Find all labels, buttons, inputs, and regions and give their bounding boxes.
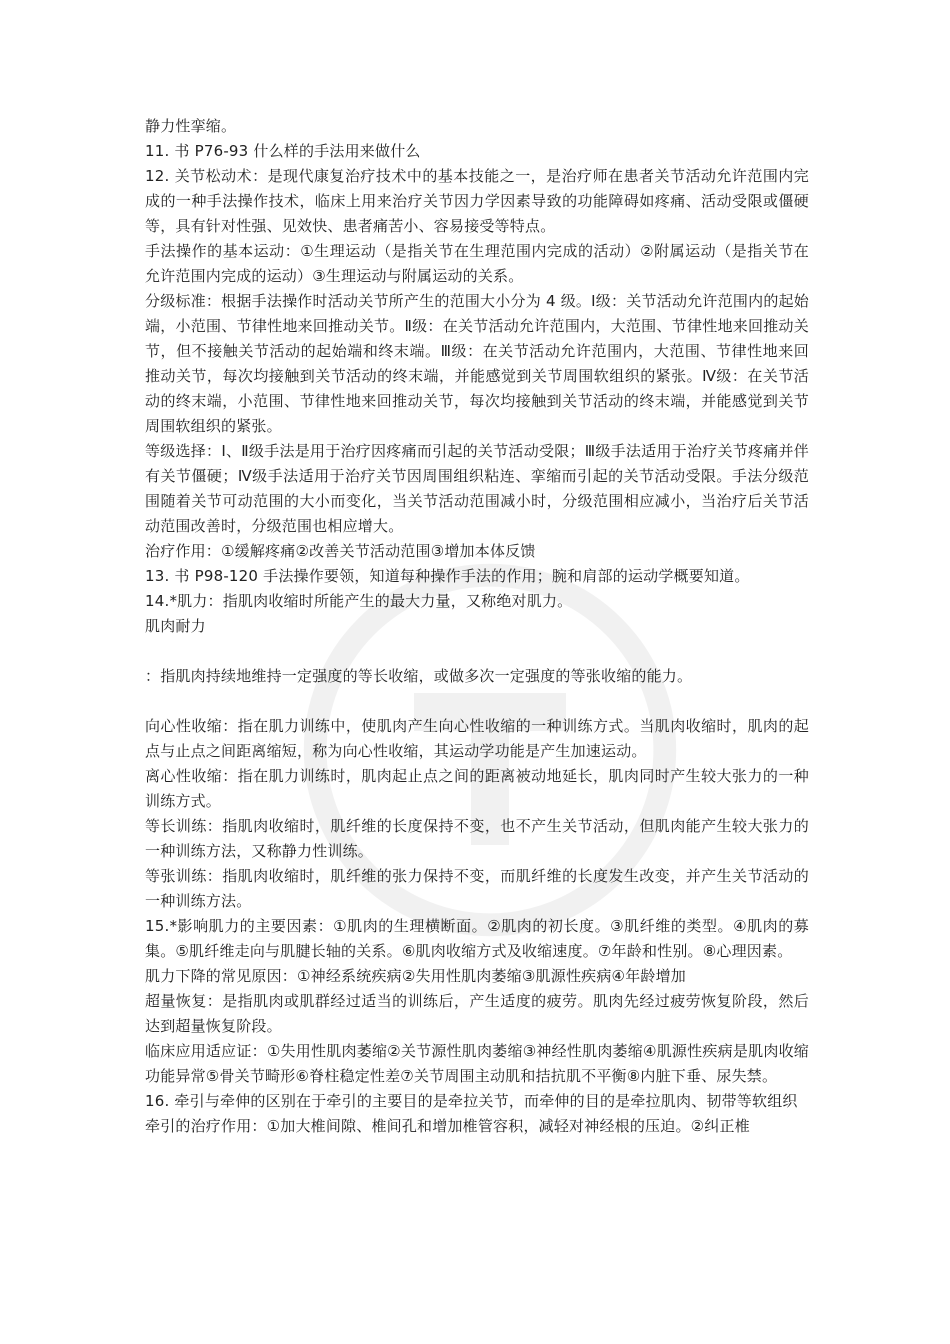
blank-line xyxy=(145,689,809,714)
paragraph: 牵引的治疗作用：①加大椎间隙、椎间孔和增加椎管容积，减轻对神经根的压迫。②纠正椎 xyxy=(145,1117,750,1135)
paragraph: 15.*影响肌力的主要因素：①肌肉的生理横断面。②肌肉的初长度。③肌纤维的类型。④肌肉的募集。⑤肌纤维走向与肌腱长轴的关系。⑥肌肉收缩方式及收缩速度。⑦年龄和性别。⑧心理因素。 xyxy=(145,917,809,960)
paragraph: 静力性挛缩。 xyxy=(145,117,237,135)
paragraph: 12. 关节松动术：是现代康复治疗技术中的基本技能之一，是治疗师在患者关节活动允许范围内完成的一种手法操作技术，临床上用来治疗关节因力学因素导致的功能障碍如疼痛、活动受限或僵硬等，具有针对性强、见效快、患者痛苦小、容易接受等特点。 xyxy=(145,167,809,235)
paragraph: 等长训练：指肌肉收缩时，肌纤维的长度保持不变，也不产生关节活动，但肌肉能产生较大张力的一种训练方法，又称静力性训练。 xyxy=(145,817,809,860)
blank-line xyxy=(145,639,809,664)
paragraph: 16. 牵引与牵伸的区别在于牵引的主要目的是牵拉关节，而牵伸的目的是牵拉肌肉、韧带等软组织 xyxy=(145,1092,798,1110)
paragraph: 临床应用适应证：①失用性肌肉萎缩②关节源性肌肉萎缩③神经性肌肉萎缩④肌源性疾病是肌肉收缩功能异常⑤骨关节畸形⑥脊柱稳定性差⑦关节周围主动肌和拮抗肌不平衡⑧内脏下垂、尿失禁。 xyxy=(145,1042,809,1085)
paragraph: 14.*肌力：指肌肉收缩时所能产生的最大力量，又称绝对肌力。 xyxy=(145,592,573,610)
paragraph: 11. 书 P76-93 什么样的手法用来做什么 xyxy=(145,142,421,160)
paragraph: 肌力下降的常见原因：①神经系统疾病②失用性肌肉萎缩③肌源性疾病④年龄增加 xyxy=(145,967,686,985)
paragraph: ：指肌肉持续地维持一定强度的等长收缩，或做多次一定强度的等张收缩的能力。 xyxy=(145,667,693,685)
paragraph: 手法操作的基本运动：①生理运动（是指关节在生理范围内完成的活动）②附属运动（是指关节在允许范围内完成的运动）③生理运动与附属运动的关系。 xyxy=(145,242,809,285)
paragraph: 13. 书 P98-120 手法操作要领，知道每种操作手法的作用；腕和肩部的运动学概要知道。 xyxy=(145,567,750,585)
paragraph: 超量恢复：是指肌肉或肌群经过适当的训练后，产生适度的疲劳。肌肉先经过疲劳恢复阶段，然后达到超量恢复阶段。 xyxy=(145,992,809,1035)
document-body xyxy=(145,114,809,1139)
paragraph: 向心性收缩：指在肌力训练中，使肌肉产生向心性收缩的一种训练方式。当肌肉收缩时，肌肉的起点与止点之间距离缩短，称为向心性收缩，其运动学功能是产生加速运动。 xyxy=(145,717,809,760)
paragraph: 离心性收缩：指在肌力训练时，肌肉起止点之间的距离被动地延长，肌肉同时产生较大张力的一种训练方式。 xyxy=(145,767,809,810)
paragraph: 等级选择：Ⅰ、Ⅱ级手法是用于治疗因疼痛而引起的关节活动受限；Ⅲ级手法适用于治疗关节疼痛并伴有关节僵硬；Ⅳ级手法适用于治疗关节因周围组织粘连、挛缩而引起的关节活动受限。手法分级范围随着关节可动范围的大小而变化，当关节活动范围减小时，分级范围相应减小，当治疗后关节活动范围改善时，分级范围也相应增大。 xyxy=(145,442,809,535)
paragraph: 分级标准：根据手法操作时活动关节所产生的范围大小分为 4 级。Ⅰ级：关节活动允许范围内的起始端，小范围、节律性地来回推动关节。Ⅱ级：在关节活动允许范围内，大范围、节律性地来回推动关节，但不接触关节活动的起始端和终末端。Ⅲ级：在关节活动允许范围内，大范围、节律性地来回推动关节，每次均接触到关节活动的终末端，并能感觉到关节周围软组织的紧张。Ⅳ级：在关节活动的终末端，小范围、节律性地来回推动关节，每次均接触到关节活动的终末端，并能感觉到关节周围软组织的紧张。 xyxy=(145,292,809,435)
paragraph: 等张训练：指肌肉收缩时，肌纤维的张力保持不变，而肌纤维的长度发生改变，并产生关节活动的一种训练方法。 xyxy=(145,867,809,910)
paragraph: 治疗作用：①缓解疼痛②改善关节活动范围③增加本体反馈 xyxy=(145,542,536,560)
paragraph: 肌肉耐力 xyxy=(145,617,206,635)
